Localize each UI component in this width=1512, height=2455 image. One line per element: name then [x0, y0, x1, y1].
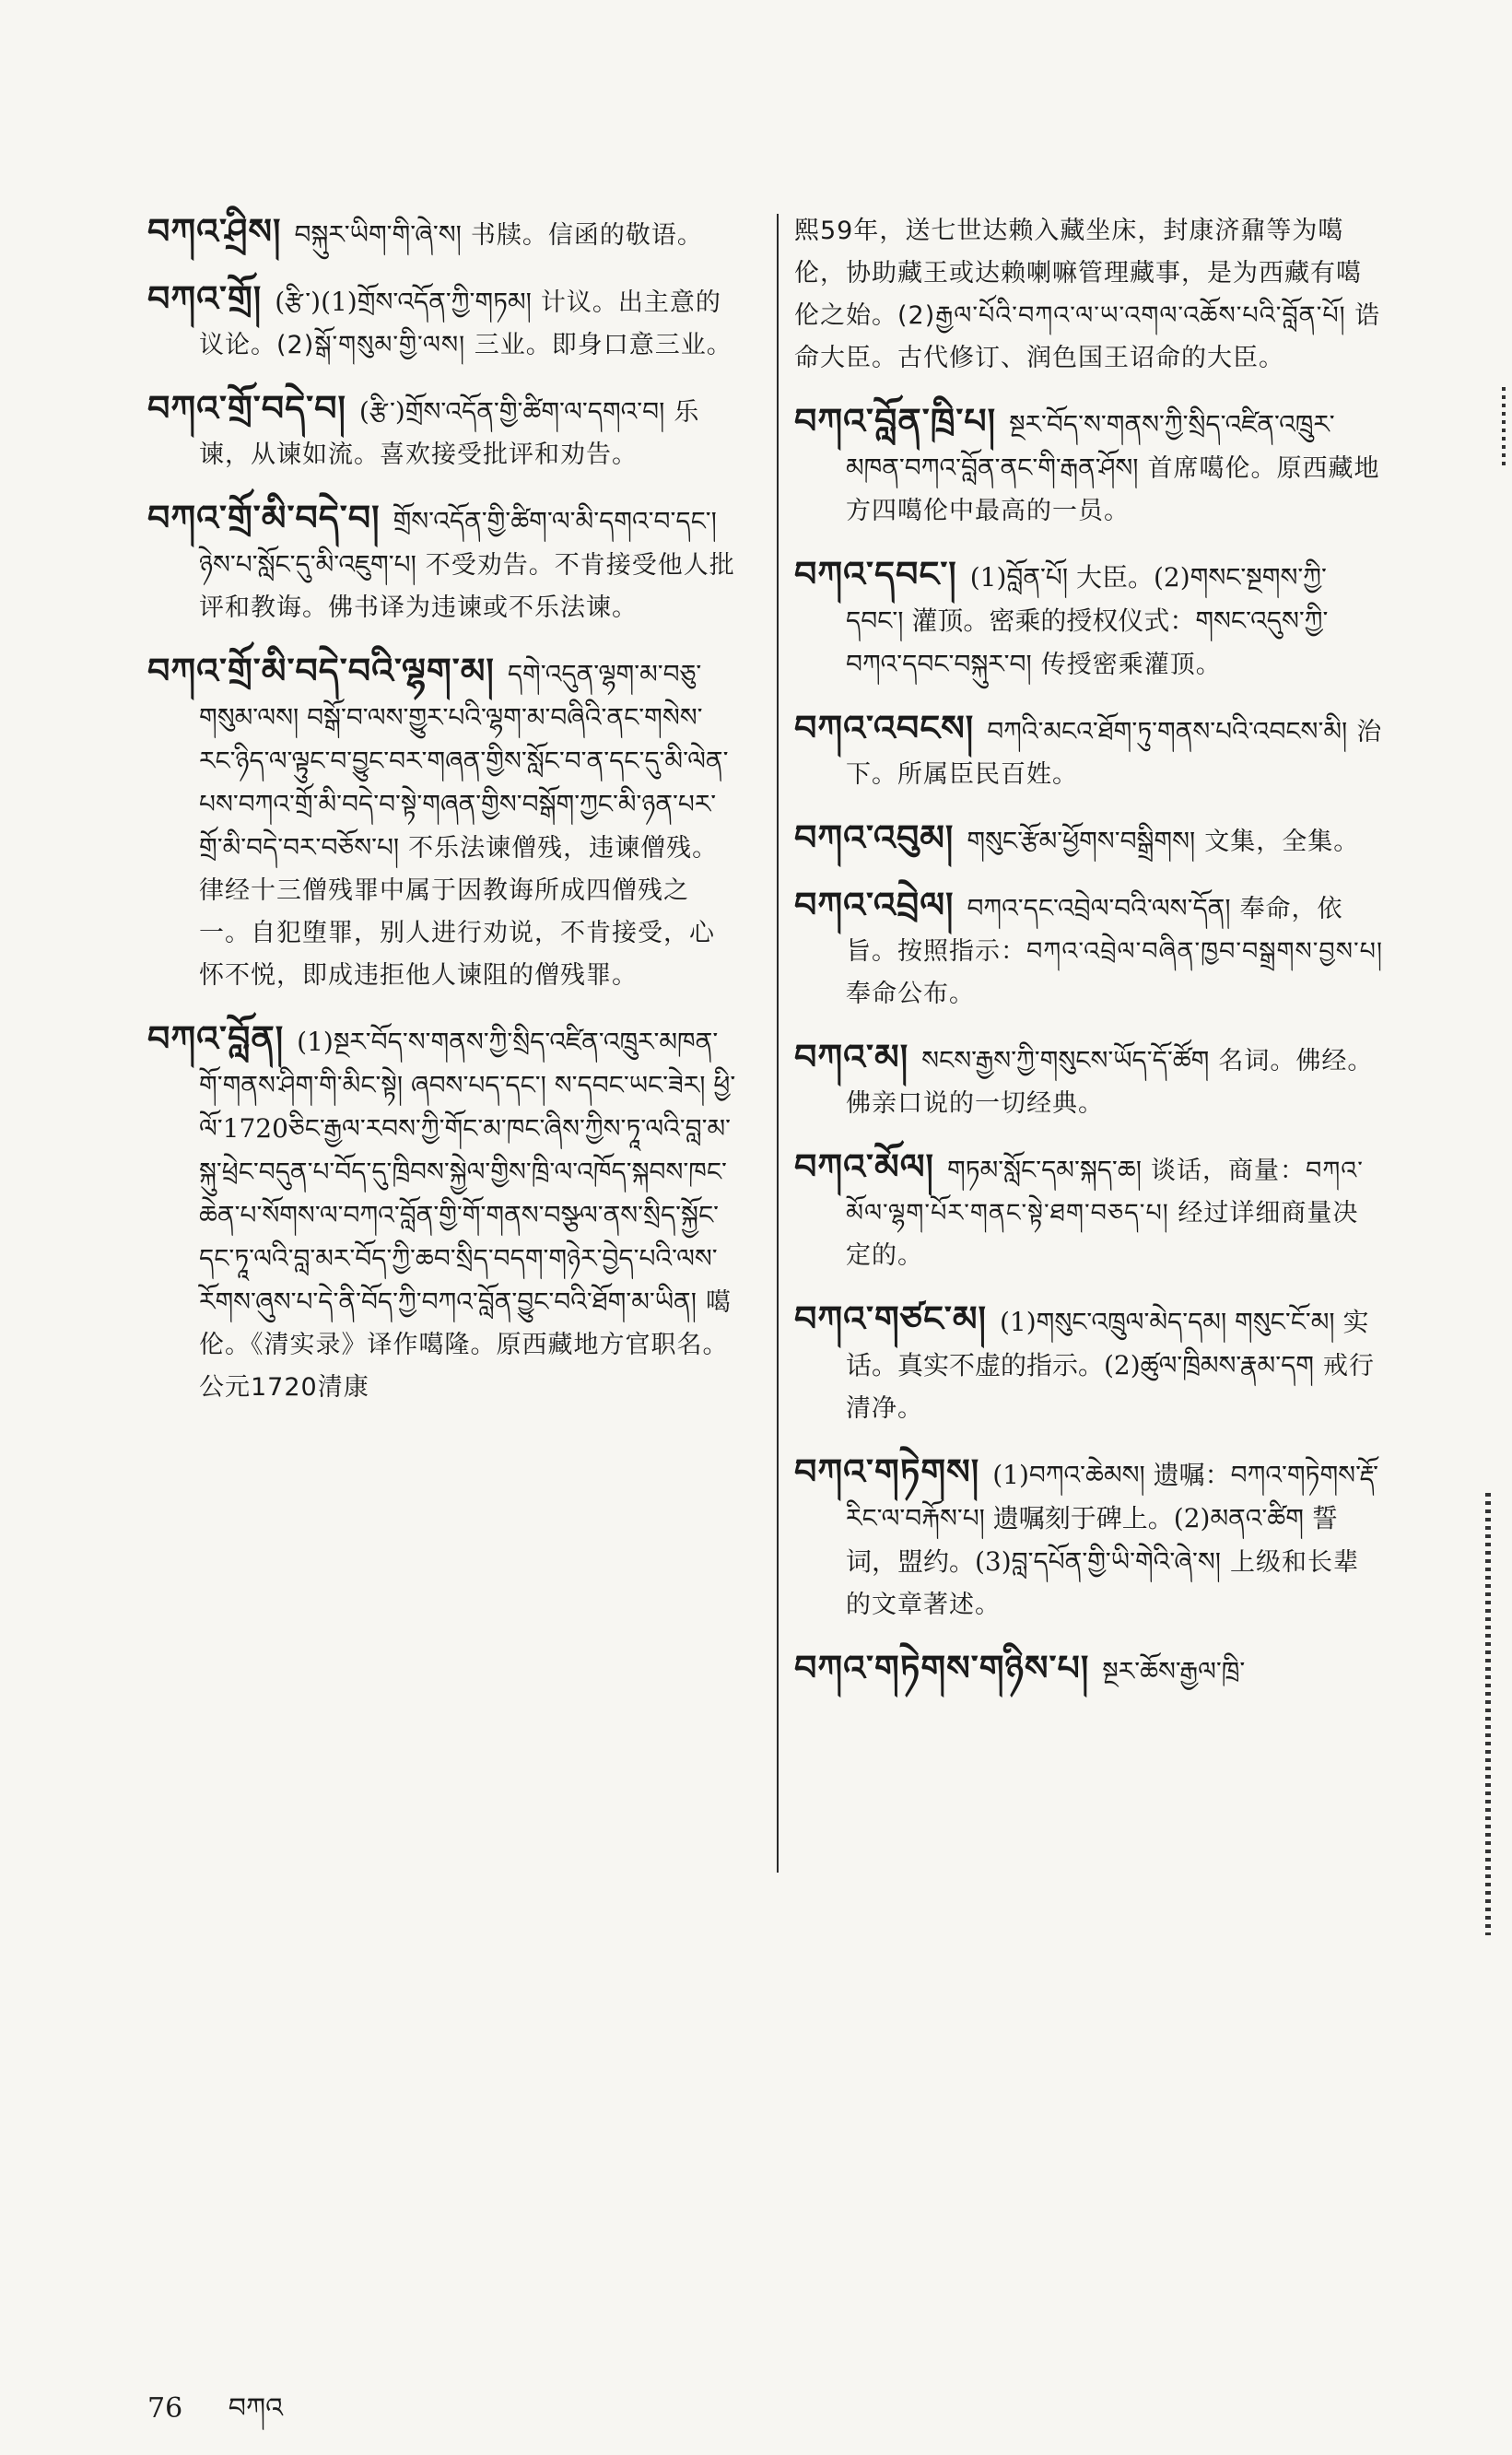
dictionary-entry: [794, 707, 1384, 796]
entry-chinese-definition: 噶伦。《清实录》译作噶隆。原西藏地方官职名。公元1720清康: [199, 1288, 732, 1402]
dictionary-entry: [794, 553, 1384, 687]
entry-headword: བཀའ་གཏེགས།: [794, 1451, 980, 1492]
entry-tibetan-definition: གཏམ་སློང་དམ་སྐད་ཆ།: [946, 1155, 1142, 1185]
right-entries: [794, 400, 1384, 1694]
margin-tick-marks: [1502, 387, 1506, 470]
entry-tibetan-definition: (1)བཀའ་ཆེམས། 遗嘱：བཀའ་གཏེགས་རྡོ་རིང་ལ་བརྐོས་པ། 遗嘱刻于碑上。(2)མནའ་ཚིག 誓词，盟约。(3)བླ་དཔོན་གྱི་ཡི་གེའི་ཞེ་ས།: [846, 1460, 1378, 1577]
dictionary-entry: [794, 1647, 1384, 1694]
dictionary-entry: [794, 816, 1384, 863]
entry-tibetan-definition: སངས་རྒྱས་ཀྱི་གསུངས་ཡོད་དོ་ཚོག: [921, 1045, 1210, 1075]
entry-headword: བཀའ་གཙང་མ།: [794, 1298, 987, 1339]
entry-headword: བཀའ་འབུམ།: [794, 817, 955, 858]
dictionary-entry: [794, 1145, 1384, 1277]
entry-chinese-definition: 奉命，依旨。按照指示：བཀའ་འབྲེལ་བཞིན་ཁྱབ་བསྒྲགས་བྱས་པ། 奉命公布。: [846, 895, 1383, 1008]
entry-chinese-definition: 传授密乘灌顶。: [1040, 651, 1222, 679]
dictionary-entry: [147, 210, 737, 257]
continued-definition: 熙59年，送七世达赖入藏坐床，封康济鼐等为噶伦，协助藏王或达赖喇嘛管理藏事，是为西藏有噶伦之始。(2)རྒྱལ་པོའི་བཀའ་ལ་ཡ་འགལ་འཆོས་པའི་བློན་པོ། 诰命大臣。古代修订、润色国王诏命的大臣。: [794, 217, 1381, 372]
entry-headword: བཀའ་ཤྲིས།: [147, 211, 282, 252]
entry-chinese-definition: 谈话，商量：བཀའ་མོལ་ལྷག་པོར་གནང་སྟེ་ཐག་བཅད་པ། 经过详细商量决定的。: [846, 1157, 1364, 1270]
entry-chinese-definition: 不受劝告。不肯接受他人批评和教诲。佛书译为违谏或不乐法谏。: [199, 551, 735, 622]
entry-tibetan-definition: བཀའི་མངའ་ཐོག་ཏུ་གནས་པའི་འབངས་མི།: [987, 716, 1348, 746]
dictionary-entry: [794, 884, 1384, 1016]
left-column: [147, 210, 737, 1429]
dictionary-entry: [794, 400, 1384, 533]
entry-tibetan-definition: (རྩི་)(1)གྲོས་འདོན་ཀྱི་གཏམ།: [275, 287, 532, 317]
margin-tick-marks-lower: [1485, 1493, 1491, 1935]
page-footer: [147, 2378, 283, 2455]
running-head: བཀའ: [228, 2392, 283, 2425]
entry-chinese-definition: 上级和长辈的文章著述。: [846, 1548, 1359, 1619]
entry-headword: བཀའ་བློན་ཁྲི་པ།: [794, 401, 997, 441]
dictionary-entry: [147, 497, 737, 629]
dictionary-entry: [147, 650, 737, 997]
entry-tibetan-definition: (1)སྔར་བོད་ས་གནས་ཀྱི་སྲིད་འཛིན་འཁྲུར་མཁན་གོ་གནས་ཤིག་གི་མིང་སྟེ། ཞབས་པད་དང་། ས་དབང་ཡང་ཟེར། ཕྱི་ལོ་1720ཅིང་རྒྱལ་རབས་ཀྱི་གོང་མ་ཁང་ཞིས་ཀྱིས་ཏཱ་ལའི་བླ་མ་སྐུ་ཕྲེང་བདུན་པ་བོད་དུ་ཁྲིབས་སྐྱེལ་གྱིས་ཁྲི་ལ་འཁོད་སྐབས་ཁང་ཆེན་པ་སོགས་ལ་བཀའ་བློན་གྱི་གོ་གནས་བསྩལ་ནས་སྲིད་སྐྱོང་དང་ཏཱ་ལའི་བླ་མར་བོད་ཀྱི་ཆབ་སྲིད་བདག་གཉེར་བྱེད་པའི་ལས་རོགས་ཞུས་པ་དེ་ནི་བོད་ཀྱི་བཀའ་བློན་བྱུང་བའི་ཐོག་མ་ཡིན།: [199, 1027, 736, 1317]
entry-tibetan-definition: (1)གསུང་འཁྲུལ་མེད་དམ། གསུང་ངོ་མ། 实话。真实不虚的指示。(2)ཚུལ་ཁྲིམས་རྣམ་དག: [846, 1307, 1369, 1380]
entry-chinese-definition: 名词。佛经。佛亲口说的一切经典。: [846, 1047, 1374, 1118]
entry-chinese-definition: 首席噶伦。原西藏地方四噶伦中最高的一员。: [846, 454, 1380, 525]
entry-headword: བཀའ་འབངས།: [794, 708, 975, 748]
entry-headword: བཀའ་དབང་།: [794, 554, 957, 594]
entry-chinese-definition: 治下。所属臣民百姓。: [846, 718, 1383, 789]
entry-tibetan-definition: (རྩི་)གྲོས་འདོན་གྱི་ཚིག་ལ་དགའ་བ།: [358, 396, 665, 427]
entry-chinese-definition: 计议。出主意的议论。(2)སྒོ་གསུམ་གྱི་ལས། 三业。即身口意三业。: [199, 288, 733, 359]
entry-headword: བཀའ་གྲོ་མི་བདེ་བའི་ལྷག་མ།: [147, 651, 495, 691]
entry-tibetan-definition: དགེ་འདུན་ལྷག་མ་བཅུ་གསུམ་ལས། བསྒོ་བ་ལས་གྱུར་པའི་ལྷག་མ་བཞིའི་ནང་གསེས་རང་ཉིད་ལ་ལྟུང་བ་བྱུང་བར་གཞན་གྱིས་སློང་བ་ན་དང་དུ་མི་ལེན་པས་བཀའ་གྲོ་མི་བདེ་བ་སྟེ་གཞན་གྱིས་བསྒོག་ཀྱང་མི་ཉན་པར་གྲོ་མི་བདེ་བར་བཅོས་པ།: [199, 659, 729, 863]
entry-tibetan-definition: གསུང་རྩོམ་ཕྱོགས་བསྒྲིགས།: [967, 826, 1196, 856]
dictionary-entry: [147, 1017, 737, 1409]
entry-tibetan-definition: བཀའ་དང་འབྲེལ་བའི་ལས་དོན།: [967, 893, 1231, 923]
entry-headword: བཀའ་གྲོ་མི་བདེ་བ།: [147, 498, 381, 538]
entry-headword: བཀའ་འབྲེལ།: [794, 885, 955, 925]
entry-chinese-definition: 乐谏，从谏如流。喜欢接受批评和劝告。: [199, 398, 700, 469]
entry-tibetan-definition: སྔར་བོད་ས་གནས་ཀྱི་སྲིད་འཛིན་འཁྲུར་མཁན་བཀའ་བློན་ནང་གི་རྒན་ཤོས།: [846, 409, 1335, 483]
entry-tibetan-definition: གྲོས་འདོན་གྱི་ཚིག་ལ་མི་དགའ་བ་དང་། ཉེས་པ་སློང་དུ་མི་འཇུག་པ།: [199, 506, 717, 580]
entry-headword: བཀའ་མོལ།: [794, 1146, 934, 1187]
column-divider: [777, 214, 779, 1873]
dictionary-entry: [147, 387, 737, 476]
entry-headword: བཀའ་གཏེགས་གཉིས་པ།: [794, 1648, 1090, 1688]
dictionary-entry: [147, 277, 737, 367]
entry-chinese-definition: 书牍。信函的敬语。: [470, 221, 703, 250]
dictionary-entry: [794, 1451, 1384, 1627]
entry-tibetan-definition: སྔར་ཆོས་རྒྱལ་ཁྲི་: [1102, 1656, 1246, 1686]
entry-chinese-definition: 文集，全集。: [1204, 828, 1360, 856]
entry-tibetan-definition: (1)བློན་པོ། 大臣。(2)གསང་སྔགས་ཀྱི་དབང་། 灌顶。密乘的授权仪式：གསང་འདུས་ཀྱི་བཀའ་དབང་བསྐུར་བ།: [846, 562, 1329, 679]
right-column: [794, 210, 1384, 1714]
entry-headword: བཀའ་གྲོ་བདེ་བ།: [147, 388, 346, 429]
entry-tibetan-definition: བསྐུར་ཡིག་གི་ཞེ་ས།: [294, 219, 462, 250]
dictionary-entry: [794, 1298, 1384, 1430]
entry-headword: བཀའ་མ།: [794, 1037, 909, 1077]
page-number: 76: [147, 2392, 183, 2425]
dictionary-entry: [794, 1036, 1384, 1125]
entry-headword: བཀའ་གྲོ།: [147, 278, 263, 319]
entry-headword: བཀའ་བློན།: [147, 1018, 285, 1059]
entry-chinese-definition: 不乐法谏僧残，违谏僧残。律经十三僧残罪中属于因教诲所成四僧残之一。自犯堕罪，别人进行劝说，不肯接受，心怀不悦，即成违拒他人谏阻的僧残罪。: [199, 834, 719, 990]
entry-chinese-definition: 戒行清净。: [846, 1352, 1376, 1423]
